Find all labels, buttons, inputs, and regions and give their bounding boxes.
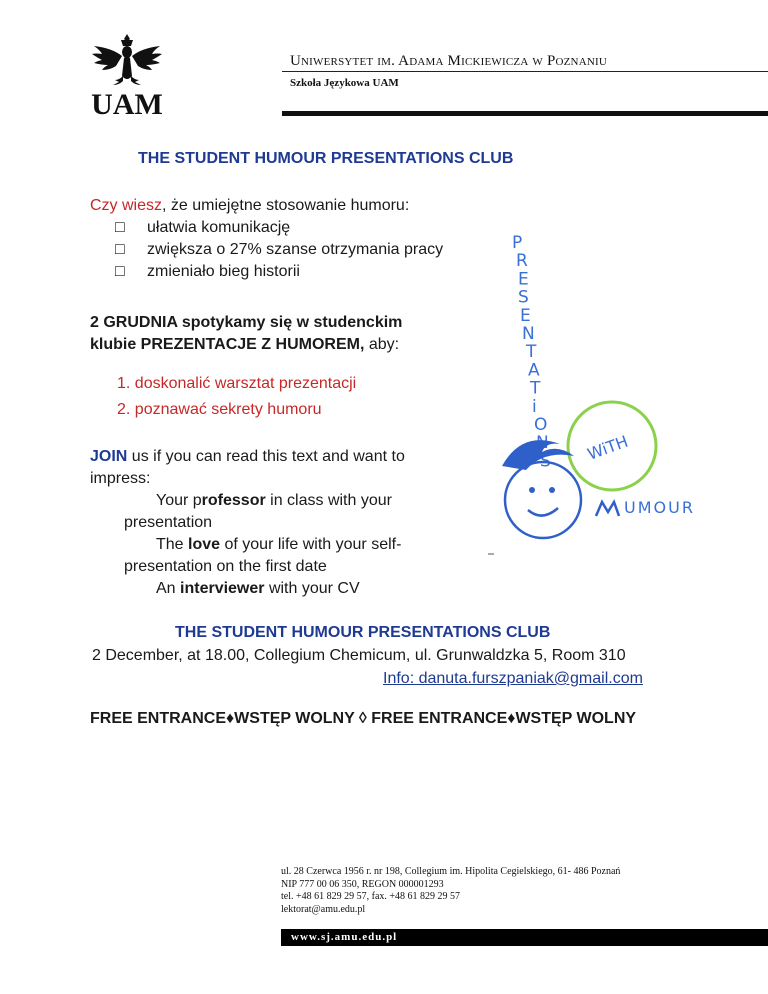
info-email-link[interactable]: Info: danuta.furszpaniak@gmail.com bbox=[383, 670, 643, 687]
university-name: Uniwersytet im. Adama Mickiewicza w Poznaniu bbox=[290, 53, 607, 69]
checkbox-icon: □ bbox=[115, 263, 125, 280]
benefit-list bbox=[115, 217, 443, 283]
intro-question bbox=[90, 195, 409, 217]
join-word: JOIN bbox=[90, 448, 128, 465]
impress-item-cont: presentation bbox=[124, 514, 213, 531]
list-item: 1. doskonalić warsztat prezentacji bbox=[117, 375, 357, 392]
uam-eagle-logo bbox=[88, 30, 166, 118]
list-item bbox=[115, 261, 443, 283]
impress-item: An interviewer with your CV bbox=[156, 580, 360, 597]
list-item-text: ułatwia komunikację bbox=[147, 219, 291, 236]
smiley-face-icon bbox=[505, 462, 581, 538]
vertical-letter: i bbox=[532, 396, 537, 417]
checkbox-icon: □ bbox=[115, 219, 125, 236]
vertical-letter: O bbox=[534, 415, 548, 435]
event-date-place: 2 December, at 18.00, Collegium Chemicum, ul. Grunwaldzka 5, Room 310 bbox=[92, 647, 626, 664]
hair-icon bbox=[502, 440, 574, 470]
footer-address bbox=[281, 866, 620, 916]
goals-list bbox=[117, 373, 356, 425]
vertical-letter: P bbox=[512, 233, 523, 253]
list-item: 2. poznawać sekrety humoru bbox=[117, 401, 322, 418]
impress-item: The love of your life with your self- bbox=[156, 536, 402, 553]
website-bar[interactable]: www.sj.amu.edu.pl bbox=[281, 929, 768, 946]
vertical-letter: S bbox=[540, 451, 551, 472]
meeting-aby: aby: bbox=[364, 336, 400, 353]
header-rule-thin bbox=[282, 71, 768, 72]
impress-item-cont: presentation on the first date bbox=[124, 558, 327, 575]
join-rest: us if you can read this text and want to impress: bbox=[90, 448, 405, 487]
meeting-club-name: klubie PREZENTACJE Z HUMOREM, bbox=[90, 336, 365, 353]
vertical-letter: E bbox=[518, 269, 529, 290]
phone-line: tel. +48 61 829 29 57, fax. +48 61 829 29 57 bbox=[281, 891, 461, 902]
club-title-2: THE STUDENT HUMOUR PRESENTATIONS CLUB bbox=[175, 624, 551, 641]
logo-text: UAM bbox=[91, 88, 163, 118]
checkbox-icon: □ bbox=[115, 241, 125, 258]
list-item-text: zwiększa o 27% szanse otrzymania pracy bbox=[147, 241, 444, 258]
school-name: Szkoła Językowa UAM bbox=[290, 77, 399, 89]
tax-line: NIP 777 00 06 350, REGON 000001293 bbox=[281, 878, 444, 890]
meeting-line1: 2 GRUDNIA spotykamy się w studenckim bbox=[90, 314, 403, 331]
vertical-letter: E bbox=[520, 305, 531, 326]
presentations-with-humour-artwork bbox=[488, 228, 712, 558]
vertical-letter: S bbox=[518, 287, 529, 308]
vertical-letter: T bbox=[530, 378, 541, 399]
intro-rest: , że umiejętne stosowanie humoru: bbox=[162, 197, 410, 214]
join-section bbox=[90, 446, 440, 600]
club-title: THE STUDENT HUMOUR PRESENTATIONS CLUB bbox=[138, 150, 514, 167]
impress-item: Your professor in class with your bbox=[156, 492, 392, 509]
free-entrance-banner: FREE ENTRANCE♦WSTĘP WOLNY ◊ FREE ENTRANCE♦WSTĘP WOLNY bbox=[90, 710, 637, 727]
with-text: WiTH bbox=[584, 431, 631, 464]
vertical-letter: R bbox=[516, 251, 528, 272]
header-rule-thick bbox=[282, 111, 768, 116]
list-item bbox=[115, 217, 443, 239]
humour-text: UMOUR bbox=[624, 498, 695, 517]
meeting-announcement bbox=[90, 312, 402, 356]
email-line[interactable]: lektorat@amu.edu.pl bbox=[281, 903, 366, 915]
list-item bbox=[115, 239, 443, 261]
intro-lead: Czy wiesz bbox=[90, 197, 163, 214]
m-letter-icon bbox=[596, 502, 619, 516]
address-line: ul. 28 Czerwca 1956 r. nr 198, Collegium im. Hipolita Cegielskiego, 61- 486 Poznań bbox=[281, 866, 621, 877]
vertical-letter: T bbox=[526, 342, 537, 363]
vertical-letter: A bbox=[528, 360, 540, 381]
vertical-letter: N bbox=[522, 324, 535, 344]
list-item-text: zmieniało bieg historii bbox=[147, 263, 300, 280]
